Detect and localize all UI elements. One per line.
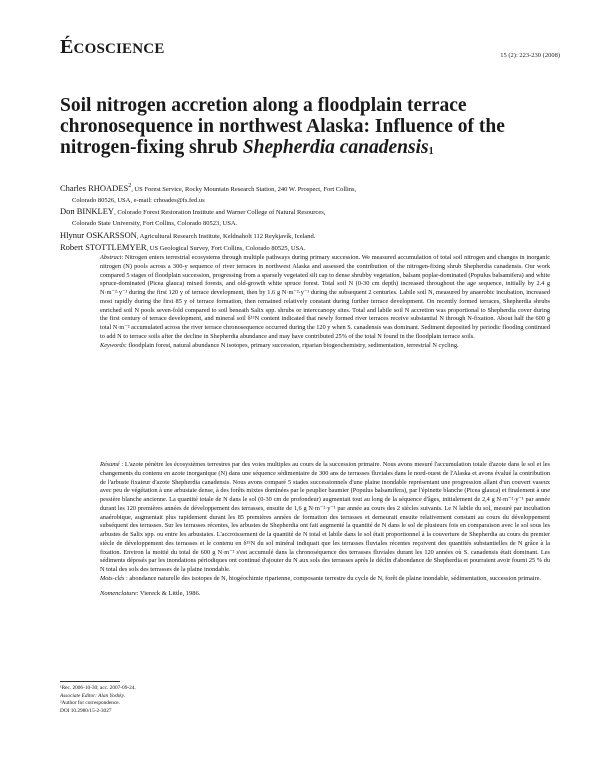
footnote: ²Author for correspondence.	[60, 700, 120, 707]
title-footnote-mark: 1	[428, 146, 434, 157]
journal-logo: ÉCOSCIENCE	[60, 36, 165, 58]
author-entry: Don BINKLEY, Colorado Forest Restoration Institute and Warner College of Natural Resources,	[60, 206, 326, 217]
author-entry: Charles RHOADES$^2$, US Forest Service, Rocky Mountain Research Station, 240 W. Prospect, Fort Collins,	[60, 182, 357, 193]
footnote: Associate Editor: Alan Yoshky.	[60, 692, 126, 699]
resume-body: Résumé : L'azote pénètre les écosystèmes terrestres par des voies multiples au cours de la succession primaire. Nous avons mesuré l'accumulation totale d'azote dans le sol et les changements du contenu en azote inorganique (N) dans une séquence sédimentaire de 300 ans de terrasses fluviales dans le nord-ouest de l'Alaska et avons évalué la contribution de l'arbuste fixateur d'azote Shepherdia canadensis. Nous avons comparé 5 stades successionnels d'une plaine inondable représentant une progression allant d'un couvert vaseux avec peu de végétation à une arbustaie dense, à des forêts mixtes dominées par le peuplier baumier (Populus balsamifera), par l'épinette blanche (Picea glauca) et finalement à une pessière blanche ancienne. La quantité totale de N dans le sol (0-30 cm de profondeur) augmentait tout au long de la séquence d'âges, initialement de 2,4 g N·m⁻²·y⁻¹ par année durant les 120 premières années de développement des terrasses, ensuite de 1,6 g N·m⁻²·y⁻¹ par année au cours des 2 siècles suivants. Le N labile du sol, mesuré par incubation anaérobique, augmentait plus rapidement durant les 85 premières années de formation des terrasses et demeurait ensuite relativement constant au cours du développement subséquent des terrasses. Sur les terrasses récentes, les arbustes de Shepherdia ont fait augmenté la quantité de N dans le sol de plusieurs fois en comparaison avec le sol sous les arbustes de Salix spp. ou entre les arbustaies. L'accroissement de la quantité de N total et labile dans le sol était proportionnel à la couverture de Shepherdia au cours du premier siècle de développement des terrasses et le contenu en δ¹⁵N du sol minéral indiquait que les terrasses fluviales récentes reçoivent des quantités substantielles de N grâce à la fixation. Environ la moitié du total de 600 g N·m⁻² s'est accumulé dans la chronoséquence des terrasses fluviales durant les 120 années où S. canadensis était dominant. Les sédiments déposés par les inondations périodiques ont continué d'ajouter du N aux sols des terrasses après le déclin d'abondance de Shepherdia et pourraient avoir fourni 25 % du N total des sols des terrasses de la plaine inondable.	[100, 461, 550, 573]
author-entry: Hlynur OSKARSSON, Agricultural Research Institute, Keldnaholt 112 Reykjavík, Iceland.	[60, 229, 316, 240]
title-species: Shepherdia canadensis	[242, 137, 429, 158]
resume	[100, 461, 550, 584]
footnotes	[60, 685, 360, 715]
doi: DOI 10.2980/15-2-3027	[60, 707, 112, 714]
footnote-rule	[60, 681, 120, 682]
footnote: ¹Rec. 2006-10-30; acc. 2007-09-24.	[60, 685, 136, 691]
abstract-body: Abstract: Nitrogen enters terrestrial ecosystems through multiple pathways during primary succession. We measured accumulation of total soil nitrogen and changes in inorganic nitrogen (N) pools across a 300-y sequence of river terraces in northwest Alaska and assessed the contribution of the nitrogen-fixing shrub Shepherdia canadensis. Our work compared 5 stages of floodplain succession, progressing from a sparsely vegetated silt cap to dense shrubby vegetation, balsam poplar-dominated (Populus balsamifera) and white spruce-dominated (Picea glauca) mixed forests, and old-growth white spruce forest. Total soil N (0-30 cm depth) increased throughout the age sequence, initially by 2.4 g N·m⁻²·y⁻¹ during the first 120 y of terrace development, then by 1.6 g N·m⁻²·y⁻¹ during the subsequent 2 centuries. Labile soil N, measured by anaerobic incubation, increased most rapidly during the first 85 y of terrace formation, then remained relatively constant during further terrace development. On recently formed terraces, Shepherdia shrubs enriched soil N pools seven-fold compared to soil beneath Salix spp. shrubs or interccanopy sites. Total and labile soil N accretion was proportional to Shepherdia cover during the first century of terrace development, and mineral soil δ¹⁵N content indicated that newly formed river terraces receive substantial N through N-fixation. About half the 600 g total N·m⁻² accumulated across the river terrace chronosequence occurred during the 120 y when S. canadensis was dominant. Sediment deposited by periodic flooding continued to add N to terrace soils after the decline in Shepherdia abundance and may have contributed 25% of the total N found in the floodplain terrace soils.	[100, 254, 550, 340]
keywords: Keywords: floodplain forest, natural abundance N isotopes, primary succession, riparian biogeochemistry, sedimentation, terrestrial N cycling.	[100, 341, 459, 349]
journal-citation: 15 (2): 223-230 (2008)	[500, 52, 560, 59]
mots-cles: Mots-clés : abondance naturelle des isotopes de N, biogéochimie riparienne, composante terrestre du cycle de N, forêt de plaine inondable, sédimentation, succession primaire.	[100, 574, 541, 582]
author-entry: Robert STOTTLEMYER, US Geological Survey, Fort Collins, Colorado 80525, USA.	[60, 241, 306, 252]
author-list: Charles RHOADES$^2$, US Forest Service, Rocky Mountain Research Station, 240 W. Prospect, Fort Collins, Colorado 80526, USA, e-mail: crhoades@fs.fed.us Don BINKLEY, Colorado Forest Restoration Institute and Warner College of Natural Resources, Colorado State University, Fort Collins, Colorado 80523, USA. Hlynur OSKARSSON, Agricultural Research Institute, Keldnaholt 112 Reykjavík, Iceland. Robert STOTTLEMYER, US Geological Survey, Fort Collins, Colorado 80525, USA.	[60, 181, 550, 254]
abstract	[100, 254, 550, 350]
article-title: Soil nitrogen accretion along a floodplain terrace chronosequence in northwest Alaska: Influence of the nitrogen-fixing shrub Shepherdia canadensis$^1$	[60, 95, 505, 158]
journal-header	[60, 34, 560, 64]
nomenclature: Nomenclature: Viereck & Little, 1986.	[100, 590, 201, 597]
